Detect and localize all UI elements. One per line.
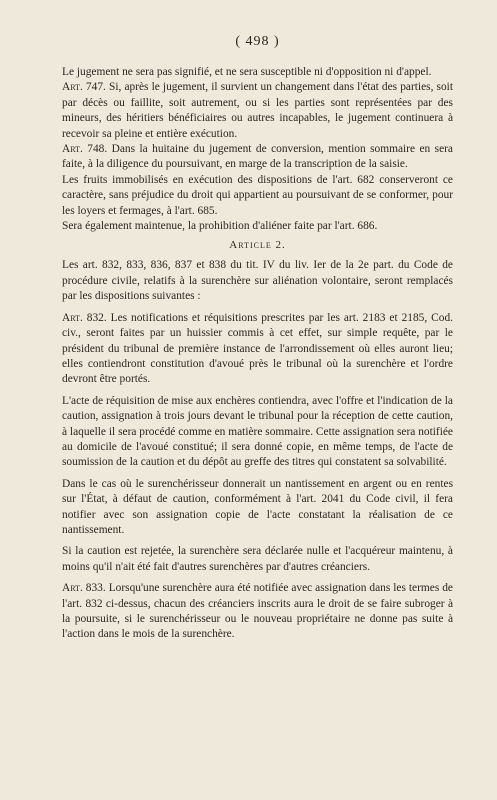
- paragraph: Les fruits immobilisés en exécution des dispositions de l'art. 682 conserveront ce caractère, sans préjudice du droit qui appartient au poursuivant de se conformer, pour les loyers et fermages, à l'art. 685.: [62, 173, 453, 217]
- paragraph-text: Lorsqu'une surenchère aura été notifiée avec assignation dans les termes de l'art. 832 ci-dessus, chacun des créanciers inscrits aura le droit de se faire subroger à la poursuite, si le surenchérisseur ou le nouveau propriétaire ne donne pas suite à l'action dans le mois de la surenchère.: [62, 582, 453, 641]
- article-label: Art. 832.: [62, 311, 107, 324]
- paragraph: Si la caution est rejetée, la surenchère sera déclarée nulle et l'acquéreur maintenu, à moins qu'il n'ait été fait d'autres surenchères par d'autres créanciers.: [62, 545, 453, 573]
- paragraph: Le jugement ne sera pas signifié, et ne sera susceptible ni d'opposition ni d'appel.: [62, 66, 432, 78]
- paragraph: Les art. 832, 833, 836, 837 et 838 du tit. IV du liv. Ier de la 2e part. du Code de procédure civile, relatifs à la surenchère sur aliénation volontaire, seront remplacés par les dispositions suivantes :: [62, 259, 453, 303]
- article-label: Art. 747.: [62, 81, 106, 94]
- paragraph: [62, 80, 453, 142]
- paragraph: L'acte de réquisition de mise aux enchères contiendra, avec l'offre et l'indication de la caution, assignation à trois jours devant le tribunal pour la réception de cette caution, à laquelle il sera procédé comme en matière sommaire. Cette assignation sera notifiée au domicile de l'avoué constitué; il sera donné copie, en même temps, de l'acte de soumission de la caution et du dépôt au greffe des titres qui constatent sa solvabilité.: [62, 394, 453, 469]
- paragraph-text: Les notifications et réquisitions prescrites par les art. 2183 et 2185, Cod. civ., seront faites par un huissier commis à cet effet, sur simple requête, par le président du tribunal de première instance de l'arrondissement où elles auront lieu; elles contiendront constitution d'avoué près le tribunal où la surenchère et l'ordre devront être portés.: [62, 311, 453, 386]
- paragraph: Dans le cas où le surenchérisseur donnerait un nantissement en argent ou en rentes sur l'État, à défaut de caution, conformément à l'art. 2041 du Code civil, il fera notifier avec son assignation copie de l'acte constatant la réalisation de ce nantissement.: [62, 477, 453, 536]
- paragraph-text: Si, après le jugement, il survient un changement dans l'état des parties, soit par décès ou faillite, soit autrement, ou si les parties sont représentées par des mineurs, des héritiers bénéficiaires ou autres incapables, le jugement continuera à recevoir sa pleine et entière exécution.: [62, 81, 453, 140]
- article-label: Art. 833.: [62, 582, 106, 595]
- paragraph: Sera également maintenue, la prohibition d'aliéner faite par l'art. 686.: [62, 220, 378, 233]
- article-label: Art. 748.: [62, 143, 108, 156]
- paragraph-text: Dans la huitaine du jugement de conversion, mention sommaire en sera faite, à la diligence du poursuivant, en marge de la transcription de la saisie.: [62, 143, 453, 171]
- paragraph: [62, 581, 453, 643]
- page-number: ( 498 ): [235, 34, 280, 49]
- paragraph: [62, 142, 453, 173]
- article-heading: Article 2.: [229, 239, 286, 252]
- paragraph: [62, 311, 453, 388]
